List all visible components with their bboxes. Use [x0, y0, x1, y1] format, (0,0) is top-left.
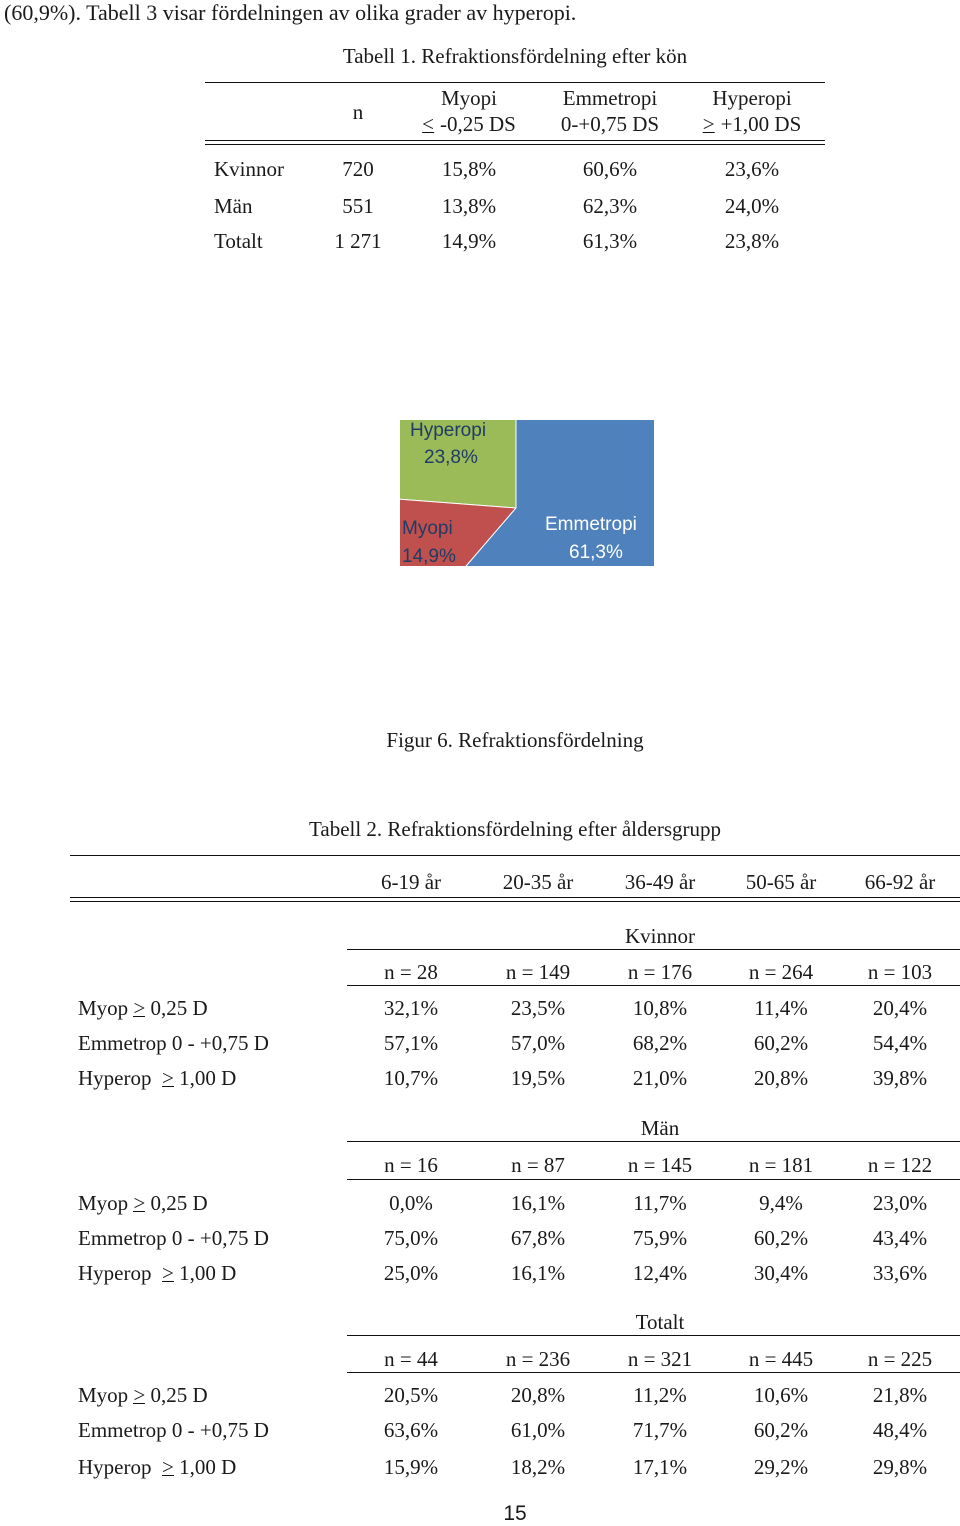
n-cell: n = 236	[505, 1347, 571, 1371]
row-label-emmetrop: Emmetrop 0 - +0,75 D	[78, 1226, 269, 1250]
table2-header-rule	[70, 897, 960, 898]
value-cell: 25,0%	[383, 1261, 439, 1285]
pie-label-myopi: Myopi	[402, 518, 453, 539]
table1-cell: 1 271	[334, 229, 382, 253]
value-cell: 21,8%	[872, 1383, 928, 1407]
value-cell: 0,0%	[389, 1191, 433, 1215]
value-cell: 60,2%	[753, 1226, 809, 1250]
figure-caption: Figur 6. Refraktionsfördelning	[386, 728, 644, 752]
value-cell: 75,9%	[632, 1226, 688, 1250]
section-rule	[347, 949, 960, 950]
n-cell: n = 103	[867, 960, 933, 984]
value-cell: 18,2%	[510, 1455, 566, 1479]
table2-age-header: 36-49 år	[624, 870, 696, 894]
n-cell: n = 16	[384, 1153, 438, 1177]
table1-cell: 551	[342, 194, 374, 218]
table1-header-hyperopi-range: > +1,00 DS	[702, 112, 802, 136]
table1-header-myopi-range: < -0,25 DS	[422, 112, 516, 136]
pie-label-emmetropi: Emmetropi	[545, 514, 637, 535]
value-cell: 60,2%	[753, 1031, 809, 1055]
pie-value-myopi: 14,9%	[402, 546, 456, 566]
table2-caption: Tabell 2. Refraktionsfördelning efter åldersgrupp	[309, 817, 721, 841]
row-label-emmetrop: Emmetrop 0 - +0,75 D	[78, 1418, 269, 1442]
n-cell: n = 145	[627, 1153, 693, 1177]
table1-header-rule	[205, 140, 825, 141]
value-cell: 20,4%	[872, 996, 928, 1020]
value-cell: 20,8%	[510, 1383, 566, 1407]
n-cell: n = 87	[511, 1153, 565, 1177]
value-cell: 61,0%	[510, 1418, 566, 1442]
value-cell: 32,1%	[383, 996, 439, 1020]
value-cell: 10,8%	[632, 996, 688, 1020]
n-cell: n = 321	[627, 1347, 693, 1371]
greater-or-equal-icon: >	[161, 1066, 174, 1090]
intro-text: (60,9%). Tabell 3 visar fördelningen av olika grader av hyperopi.	[4, 0, 577, 25]
n-cell: n = 176	[627, 960, 693, 984]
less-or-equal-icon: <	[422, 112, 434, 136]
table2-header-rule-double	[70, 901, 960, 902]
table1-header-hyperopi: Hyperopi	[712, 86, 792, 110]
row-label-hyperop: Hyperop > 1,00 D	[78, 1261, 237, 1285]
row-label-myop: Myop > 0,25 D	[78, 1191, 208, 1215]
table1-cell: 60,6%	[582, 157, 638, 181]
value-cell: 48,4%	[872, 1418, 928, 1442]
n-cell: n = 181	[748, 1153, 814, 1177]
value-cell: 11,7%	[633, 1191, 687, 1215]
n-cell: n = 445	[748, 1347, 814, 1371]
value-cell: 63,6%	[383, 1418, 439, 1442]
value-cell: 30,4%	[753, 1261, 809, 1285]
n-cell: n = 122	[867, 1153, 933, 1177]
value-cell: 19,5%	[510, 1066, 566, 1090]
greater-or-equal-icon: >	[702, 112, 715, 136]
table1-cell: 13,8%	[441, 194, 497, 218]
section-title-man: Män	[640, 1116, 680, 1140]
section-rule	[347, 1372, 960, 1373]
value-cell: 9,4%	[759, 1191, 803, 1215]
value-cell: 60,2%	[753, 1418, 809, 1442]
value-cell: 17,1%	[632, 1455, 688, 1479]
table2-top-rule	[70, 855, 960, 856]
value-cell: 54,4%	[872, 1031, 928, 1055]
row-label-myop: Myop > 0,25 D	[78, 1383, 208, 1407]
value-cell: 57,1%	[383, 1031, 439, 1055]
value-cell: 21,0%	[632, 1066, 688, 1090]
value-cell: 20,5%	[383, 1383, 439, 1407]
table1-cell: 23,6%	[724, 157, 780, 181]
value-cell: 29,2%	[753, 1455, 809, 1479]
greater-or-equal-icon: >	[133, 1383, 146, 1407]
value-cell: 71,7%	[632, 1418, 688, 1442]
value-cell: 16,1%	[510, 1191, 566, 1215]
table1-cell: 14,9%	[441, 229, 497, 253]
row-label-hyperop: Hyperop > 1,00 D	[78, 1066, 237, 1090]
n-cell: n = 225	[867, 1347, 933, 1371]
value-cell: 75,0%	[383, 1226, 439, 1250]
pie-value-emmetropi: 61,3%	[569, 542, 623, 563]
value-cell: 33,6%	[872, 1261, 928, 1285]
value-cell: 43,4%	[872, 1226, 928, 1250]
value-cell: 68,2%	[632, 1031, 688, 1055]
refraction-pie-chart	[400, 420, 654, 566]
page-number: 15	[503, 1502, 527, 1525]
greater-or-equal-icon: >	[161, 1261, 174, 1285]
n-cell: n = 264	[748, 960, 814, 984]
table1-cell: 61,3%	[582, 229, 638, 253]
value-cell: 39,8%	[872, 1066, 928, 1090]
row-label-myop: Myop > 0,25 D	[78, 996, 208, 1020]
section-rule	[347, 1141, 960, 1142]
greater-or-equal-icon: >	[133, 1191, 146, 1215]
table1-row-label: Totalt	[214, 229, 263, 253]
value-cell: 20,8%	[753, 1066, 809, 1090]
value-cell: 29,8%	[872, 1455, 928, 1479]
value-cell: 23,0%	[872, 1191, 928, 1215]
value-cell: 16,1%	[510, 1261, 566, 1285]
table1-row-label: Kvinnor	[214, 157, 284, 181]
value-cell: 10,7%	[383, 1066, 439, 1090]
pie-label-hyperopi: Hyperopi	[410, 420, 487, 441]
table1-header-emmetropi: Emmetropi	[562, 86, 658, 110]
value-cell: 57,0%	[510, 1031, 566, 1055]
row-label-emmetrop: Emmetrop 0 - +0,75 D	[78, 1031, 269, 1055]
table2-age-header: 66-92 år	[864, 870, 936, 894]
greater-or-equal-icon: >	[133, 996, 146, 1020]
table1-header-rule-double	[205, 144, 825, 145]
table1-cell: 23,8%	[724, 229, 780, 253]
table1-cell: 24,0%	[724, 194, 780, 218]
n-cell: n = 28	[384, 960, 438, 984]
value-cell: 11,2%	[633, 1383, 687, 1407]
table1-row-label: Män	[214, 194, 253, 218]
value-cell: 23,5%	[510, 996, 566, 1020]
section-title-totalt: Totalt	[635, 1310, 685, 1334]
table1-header-myopi: Myopi	[440, 86, 498, 110]
value-cell: 12,4%	[632, 1261, 688, 1285]
section-rule	[347, 1335, 960, 1336]
greater-or-equal-icon: >	[161, 1455, 174, 1479]
table2-age-header: 50-65 år	[745, 870, 817, 894]
value-cell: 11,4%	[754, 996, 808, 1020]
table1-cell: 15,8%	[441, 157, 497, 181]
value-cell: 10,6%	[753, 1383, 809, 1407]
value-cell: 67,8%	[510, 1226, 566, 1250]
pie-value-hyperopi: 23,8%	[424, 447, 478, 468]
section-title-kvinnor: Kvinnor	[625, 924, 695, 948]
n-cell: n = 149	[505, 960, 571, 984]
table1-top-rule	[205, 82, 825, 83]
section-rule	[347, 985, 960, 986]
n-cell: n = 44	[384, 1347, 438, 1371]
table1-header-n: n	[352, 100, 364, 124]
table1-cell: 62,3%	[582, 194, 638, 218]
value-cell: 15,9%	[383, 1455, 439, 1479]
table1-caption: Tabell 1. Refraktionsfördelning efter kön	[342, 44, 688, 68]
table1-header-emmetropi-range: 0-+0,75 DS	[560, 112, 660, 136]
row-label-hyperop: Hyperop > 1,00 D	[78, 1455, 237, 1479]
table2-age-header: 20-35 år	[502, 870, 574, 894]
table2-age-header: 6-19 år	[380, 870, 442, 894]
table1-cell: 720	[342, 157, 374, 181]
section-rule	[347, 1179, 960, 1180]
